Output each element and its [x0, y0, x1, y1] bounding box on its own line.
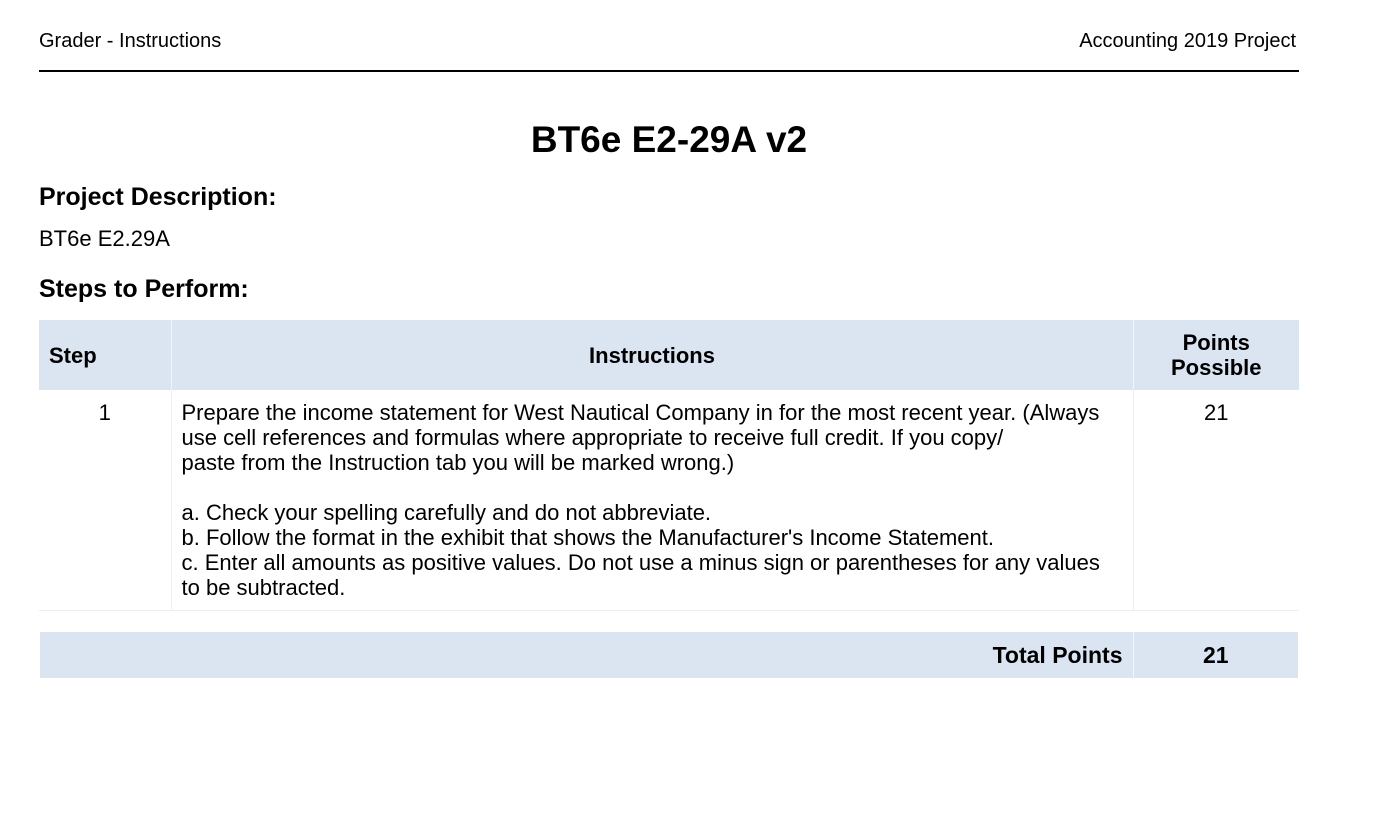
column-header-points-line1: Points [1182, 330, 1250, 355]
instruction-item-a: a. Check your spelling carefully and do not abbreviate. [181, 500, 712, 525]
instruction-item-c: c. Enter all amounts as positive values. Do not use a minus sign or parentheses for any values to be subtracted. [181, 550, 1100, 600]
instruction-spacer [182, 475, 1123, 500]
header-right-text: Accounting 2019 Project [1079, 30, 1296, 52]
step-points: 21 [1133, 390, 1299, 611]
page-header [39, 0, 1299, 72]
steps-heading: Steps to Perform: [39, 275, 249, 303]
page [39, 0, 1299, 678]
total-points-table [40, 632, 1298, 678]
total-points-label: Total Points [40, 632, 1133, 678]
step-number: 1 [39, 390, 171, 611]
column-header-points [1133, 320, 1299, 390]
steps-table [39, 320, 1299, 611]
table-row [39, 390, 1299, 611]
steps-table-header-row [39, 320, 1299, 390]
instruction-paragraph: paste from the Instruction tab you will be marked wrong.) [181, 450, 735, 475]
step-instructions [171, 390, 1133, 611]
instruction-item-b: b. Follow the format in the exhibit that shows the Manufacturer's Income Statement. [181, 525, 994, 550]
column-header-step: Step [39, 320, 171, 390]
column-header-instructions: Instructions [171, 320, 1133, 390]
project-description-text: BT6e E2.29A [39, 226, 170, 251]
project-description-heading: Project Description: [39, 183, 277, 211]
column-header-points-line2: Possible [1171, 355, 1262, 380]
instruction-paragraph: Prepare the income statement for West Nautical Company in for the most recent year. (Always use cell references and formulas where appropriate to receive full credit. If you copy/ [181, 400, 1100, 450]
header-left-text: Grader - Instructions [39, 30, 222, 52]
total-row [40, 632, 1298, 678]
total-points-value: 21 [1133, 632, 1298, 678]
page-title: BT6e E2-29A v2 [530, 119, 808, 160]
